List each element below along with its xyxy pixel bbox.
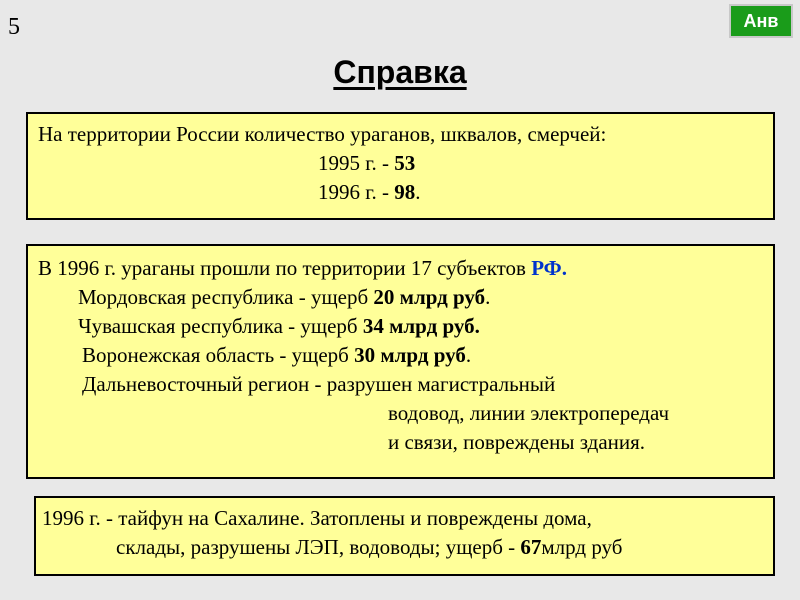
info-box-sakhalin-typhoon <box>34 496 775 576</box>
line-end: . <box>415 180 421 204</box>
info-box-hurricane-count <box>26 112 775 220</box>
box1-line2 <box>38 149 773 178</box>
damage-unit: млрд руб <box>541 535 623 559</box>
box3-line1: 1996 г. - тайфун на Сахалине. Затоплены и повреждены дома, <box>42 506 592 530</box>
damage-item-far-east-cont1: водовод, линии электропередач <box>388 401 670 425</box>
year-1996-label: 1996 г. - <box>318 180 395 204</box>
page-title <box>0 54 800 91</box>
item-text: Чувашская республика - ущерб <box>78 314 363 338</box>
item-text: Мордовская республика - ущерб <box>78 285 374 309</box>
info-box-damage <box>26 244 775 479</box>
item-value: 34 млрд руб. <box>362 314 480 338</box>
item-value: 30 млрд руб <box>354 343 466 367</box>
slide-number: 5 <box>8 14 20 40</box>
item-end: . <box>465 343 472 367</box>
damage-item-far-east-cont2: и связи, повреждены здания. <box>388 430 646 454</box>
box3-line2 <box>42 533 773 562</box>
item-end: . <box>485 285 491 309</box>
rf-abbreviation: РФ. <box>531 256 567 280</box>
box1-line1: На территории России количество ураганов, шквалов, смерчей: <box>38 122 607 146</box>
damage-item-chuvashia <box>38 312 773 341</box>
item-text: Воронежская область - ущерб <box>82 343 355 367</box>
count-1995: 53 <box>394 151 416 175</box>
damage-item-mordovia <box>38 283 773 312</box>
damage-item-voronezh <box>38 341 773 370</box>
box1-line3 <box>38 178 773 207</box>
damage-item-far-east: Дальневосточный регион - разрушен магистральный <box>82 372 556 396</box>
item-value: 20 млрд руб <box>373 285 486 309</box>
intro-text: В 1996 г. ураганы прошли по территории 17 субъектов <box>38 256 532 280</box>
title-text: Справка <box>333 54 467 90</box>
damage-text: склады, разрушены ЛЭП, водоводы; ущерб - <box>116 535 521 559</box>
count-1996: 98 <box>394 180 416 204</box>
damage-value: 67 <box>520 535 542 559</box>
box2-intro <box>38 254 773 283</box>
year-1995-label: 1995 г. - <box>318 151 395 175</box>
nav-button[interactable]: Анв <box>729 4 793 38</box>
